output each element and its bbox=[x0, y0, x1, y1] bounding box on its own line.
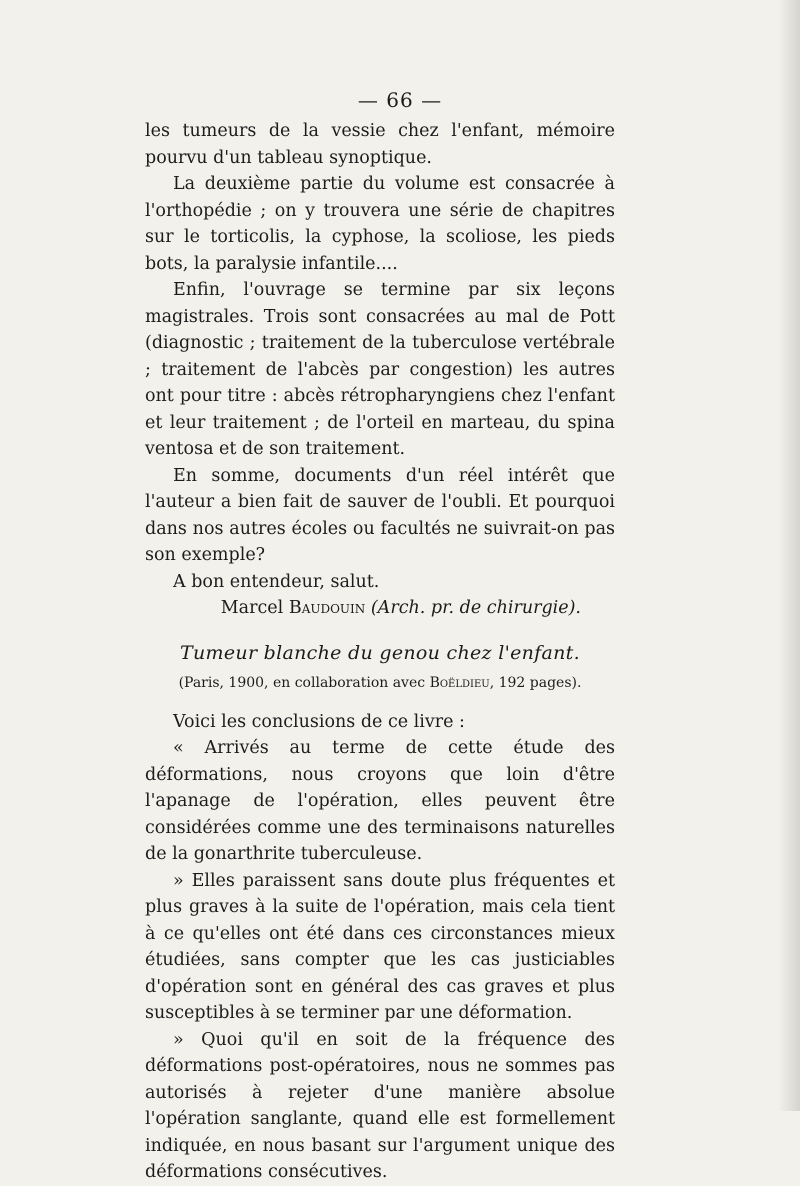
section-title: Tumeur blanche du genou chez l'enfant. bbox=[180, 641, 580, 664]
signature-source: (Arch. pr. de chirurgie). bbox=[370, 598, 581, 618]
quote-paragraph-1: « Arrivés au terme de cette étude des déformations, nous croyons que loin d'être l'apanage de l'opération, elles peuvent être considérées comme une des terminaisons naturelles de la gonarthrite tuberculeuse. bbox=[145, 738, 615, 864]
section-subtitle bbox=[145, 670, 615, 697]
subtitle-before: (Paris, 1900, en collaboration avec bbox=[178, 675, 426, 691]
page-edge-shadow bbox=[778, 0, 800, 1111]
paragraph-continuation: les tumeurs de la vessie chez l'enfant, mémoire pourvu d'un tableau synoptique. bbox=[145, 121, 615, 168]
paragraph-summary: En somme, documents d'un réel intérêt que l'auteur a bien fait de sauver de l'oubli. Et pourquoi dans nos autres écoles ou facultés ne suivrait-on pas son exemple? bbox=[145, 465, 615, 565]
subtitle-after: , 192 pages). bbox=[489, 675, 582, 691]
signature bbox=[145, 595, 581, 622]
signature-surname: Baudouin bbox=[288, 598, 366, 618]
paragraph-lessons: Enfin, l'ouvrage se termine par six leçons magistrales. Trois sont consacrées au mal de Pott (diagnostic ; traitement de la tuberculose vertébrale ; traitement de l'abcès par congestion) les autres ont pour titre : abcès rétropharyngiens chez l'enfant et leur traitement ; de l'orteil en marteau, du spina ventosa et de son traitement. bbox=[145, 280, 615, 459]
quote-paragraph-2: » Elles paraissent sans doute plus fréquentes et plus graves à la suite de l'opération, mais cela tient à ce qu'elles ont été dans ces circonstances mieux étudiées, sans compter que les cas justiciables d'opération sont en général des cas graves et plus susceptibles à se terminer par une déformation. bbox=[145, 870, 615, 1023]
signature-author: Marcel bbox=[220, 598, 284, 618]
page-number: — 66 — bbox=[357, 88, 443, 112]
paragraph-conclusions-intro: Voici les conclusions de ce livre : bbox=[173, 711, 465, 732]
paragraph-orthopedics: La deuxième partie du volume est consacrée à l'orthopédie ; on y trouvera une série de chapitres sur le torticolis, la cyphose, la scoliose, les pieds bots, la paralysie infantile.... bbox=[145, 174, 615, 274]
quote-paragraph-3: » Quoi qu'il en soit de la fréquence des déformations post-opératoires, nous ne sommes pas autorisés à rejeter d'une manière absolue l'opération sanglante, quand elle est formellement indiquée, en nous basant sur l'argument unique des déformations consécutives. bbox=[145, 1029, 615, 1182]
paragraph-salutation: A bon entendeur, salut. bbox=[173, 571, 380, 592]
subtitle-name: Boëldieu bbox=[429, 675, 490, 691]
page-body bbox=[145, 118, 615, 1186]
